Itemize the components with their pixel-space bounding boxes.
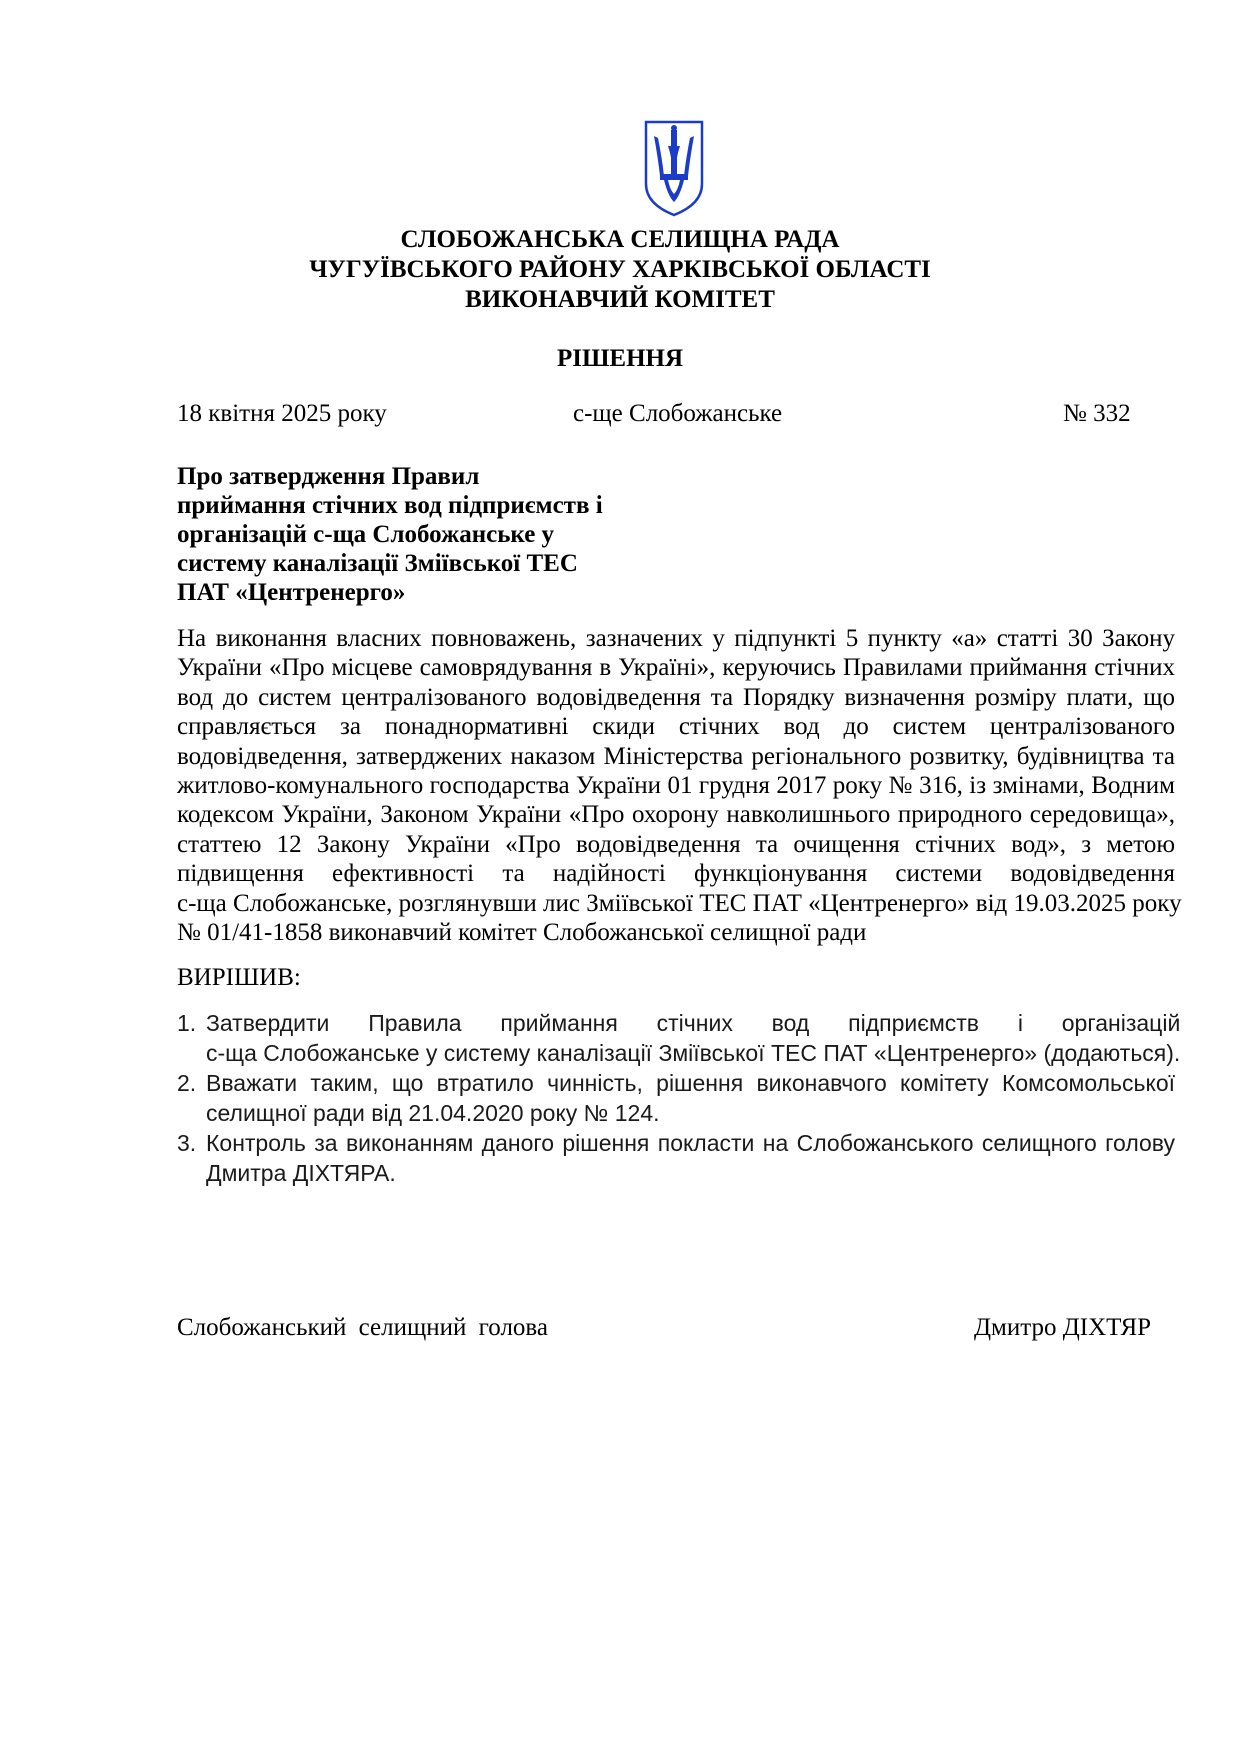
preamble-line: с-ща Слобожанське, розглянувши лис Зміївської ТЕС ПАТ «Центренерго» від 19.03.2025 року — [177, 889, 1182, 917]
item-number: 1. — [177, 1010, 197, 1036]
preamble-line: водовідведення, затверджених наказом Міністерства регіонального розвитку, будівництва та — [177, 742, 1175, 770]
preamble-line: справляється за понаднормативні скиди стічних вод до систем централізованого — [177, 713, 1175, 741]
decision-item — [177, 1128, 1175, 1188]
decision-item — [177, 1008, 1181, 1068]
preamble-line: вод до систем централізованого водовідведення та Порядку визначення розміру плати, що — [177, 683, 1175, 711]
subject-line: приймання стічних вод підприємств і — [177, 492, 603, 519]
item-line: селищної ради від 21.04.2020 року № 124. — [206, 1100, 660, 1126]
header-district: ЧУГУЇВСЬКОГО РАЙОНУ ХАРКІВСЬКОЇ ОБЛАСТІ — [309, 256, 931, 283]
subject-line: організацій с-ща Слобожанське у — [177, 521, 555, 548]
preamble-line: На виконання власних повноважень, зазначених у підпункті 5 пункту «а» статті 30 Закону — [177, 625, 1175, 652]
resolved-label: ВИРІШИВ: — [177, 964, 301, 991]
decision-date: 18 квітня 2025 року — [177, 400, 387, 427]
header-council: СЛОБОЖАНСЬКА СЕЛИЩНА РАДА — [400, 226, 840, 253]
item-text — [206, 1068, 1175, 1128]
decision-title: РІШЕННЯ — [556, 345, 684, 372]
item-text — [206, 1008, 1180, 1068]
signatory-name: Дмитро ДІХТЯР — [974, 1314, 1152, 1341]
subject-line: Про затвердження Правил — [177, 463, 480, 490]
decision-subject — [177, 462, 603, 607]
decision-item — [177, 1068, 1175, 1128]
item-number: 2. — [177, 1070, 197, 1096]
item-line: Затвердити Правила приймання стічних вод підприємств і організацій — [206, 1010, 1181, 1036]
item-line: Дмитра ДІХТЯРА. — [206, 1160, 396, 1186]
item-line: Вважати таким, що втратило чинність, рішення виконавчого комітету Комсомольської — [206, 1070, 1175, 1096]
preamble-line: житлово-комунального господарства України 01 грудня 2017 року № 316, із змінами, Водним — [177, 772, 1175, 800]
signatory-position: Слобожанський селищний голова — [177, 1314, 548, 1341]
preamble-line: кодексом України, Законом України «Про охорону навколишнього природного середовища», — [177, 801, 1175, 829]
preamble-line: підвищення ефективності та надійності функціонування системи водовідведення — [177, 860, 1175, 888]
trident-coat-of-arms-icon — [642, 118, 706, 218]
subject-line: ПАТ «Центренерго» — [177, 579, 406, 606]
decision-place: с-ще Слобожанське — [573, 400, 783, 427]
item-line: Контроль за виконанням даного рішення покласти на Слобожанського селищного голову — [206, 1130, 1175, 1156]
item-line: с-ща Слобожанське у систему каналізації Зміївської ТЕС ПАТ «Центренерго» (додаються). — [206, 1040, 1181, 1066]
decision-items — [177, 1008, 1181, 1188]
issuer-header — [0, 225, 1240, 315]
item-number: 3. — [177, 1130, 197, 1156]
preamble-line: України «Про місцеве самоврядування в Україні», керуючись Правилами приймання стічних — [177, 654, 1175, 682]
item-text — [206, 1128, 1175, 1188]
preamble-paragraph — [177, 624, 1182, 947]
decision-number: № 332 — [1063, 400, 1131, 427]
preamble-line: № 01/41-1858 виконавчий комітет Слобожанської селищної ради — [177, 919, 867, 947]
subject-line: систему каналізації Зміївської ТЕС — [177, 550, 578, 577]
header-committee: ВИКОНАВЧИЙ КОМІТЕТ — [465, 286, 775, 313]
preamble-line: статтею 12 Закону України «Про водовідведення та очищення стічних вод», з метою — [177, 830, 1175, 858]
